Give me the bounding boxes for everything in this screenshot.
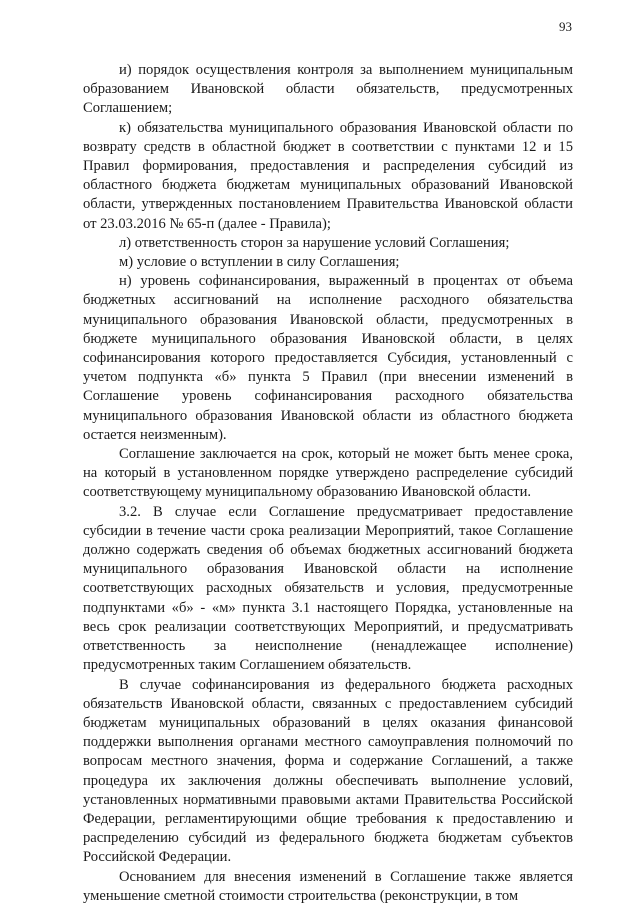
paragraph-item-l: л) ответственность сторон за нарушение условий Соглашения;: [119, 234, 510, 251]
paragraph-item-m: м) условие о вступлении в силу Соглашения;: [119, 254, 400, 271]
paragraph-section-3-2: 3.2. В случае если Соглашение предусматривает предоставление субсидии в течение части срока реализации Мероприятий, такое Соглашение должно содержать сведения об объемах бюджетных ассигнований бюджета муниципального образования Ивановской области на исполнение соответствующих расходных обязательств и условия, предусмотренные подпунктами «б» - «м» пункта 3.1 настоящего Порядка, установленные на весь срок реализации соответствующих Мероприятий, и предусматривать ответственность за неисполнение (ненадлежащее исполнение) предусмотренных таким Соглашением обязательств.: [83, 503, 573, 674]
paragraph-item-k: к) обязательства муниципального образования Ивановской области по возврату средств в областной бюджет в соответствии с пунктами 12 и 15 Правил формирования, предоставления и распределения субсидий из областного бюджета бюджетам муниципальных образований Ивановской области, утвержденных постановлением Правительства Ивановской области от 23.03.2016 № 65-п (далее - Правила);: [83, 119, 573, 232]
document-body: [83, 61, 573, 906]
paragraph-federal-cofinancing: В случае софинансирования из федерального бюджета расходных обязательств Ивановской области, связанных с предоставлением субсидий бюджетам муниципальных образований в целях оказания финансовой поддержки выполнения органами местного самоуправления полномочий по вопросам местного значения, форма и содержание Соглашений, а также процедура их заключения должны обеспечивать выполнение условий, установленных нормативными правовыми актами Правительства Российской Федерации, регламентирующими общие требования к предоставлению и распределению субсидий из федерального бюджета бюджетам субъектов Российской Федерации.: [83, 676, 573, 866]
paragraph-item-i: и) порядок осуществления контроля за выполнением муниципальным образованием Ивановской области обязательств, предусмотренных Соглашением;: [83, 62, 573, 117]
paragraph-agreement-term: Соглашение заключается на срок, который не может быть менее срока, на который в установленном порядке утверждено распределение субсидий соответствующему муниципальному образованию Ивановской области.: [83, 446, 573, 501]
paragraph-item-n: н) уровень софинансирования, выраженный в процентах от объема бюджетных ассигнований на исполнение расходного обязательства муниципального образования Ивановской области, предусмотренных в бюджете муниципального образования Ивановской области, в целях софинансирования которого предоставляется Субсидия, установленный с учетом подпункта «б» пункта 5 Правил (при внесении изменений в Соглашение уровень софинансирования расходного обязательства муниципального образования Ивановской области из областного бюджета остается неизменным).: [83, 273, 573, 443]
paragraph-amendment-basis: Основанием для внесения изменений в Соглашение также является уменьшение сметной стоимости строительства (реконструкции, в том: [83, 868, 573, 904]
page-number: 93: [559, 19, 572, 34]
